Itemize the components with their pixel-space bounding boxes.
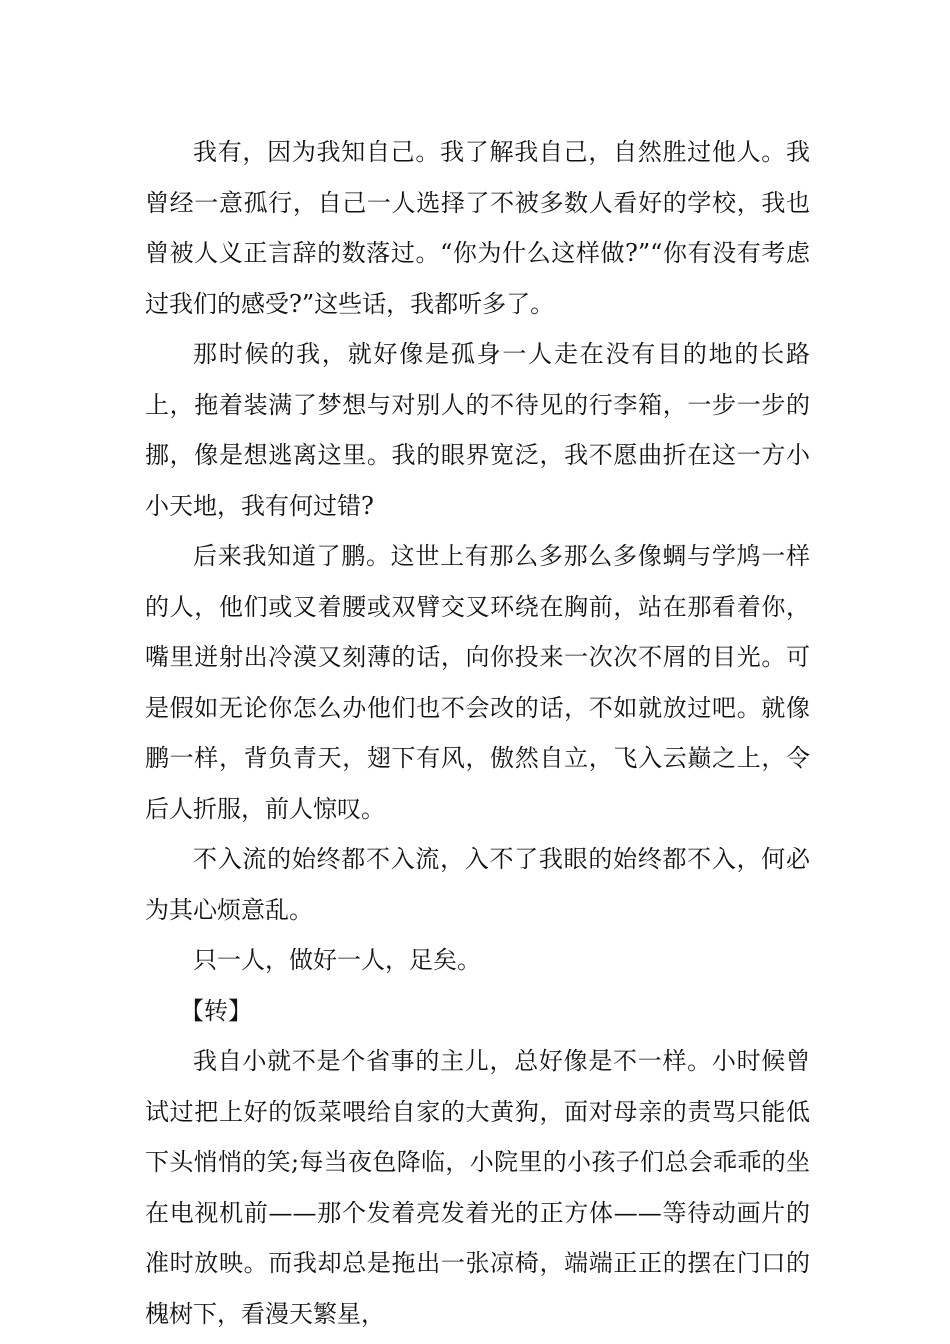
paragraph: 后来我知道了鹏。这世上有那么多那么多像蜩与学鸠一样的人，他们或叉着腰或双臂交叉环绕在胸前，站在那看着你，嘴里迸射出冷漠又刻薄的话，向你投来一次次不屑的目光。可是假如无论你怎么办他们也不会改的话，不如就放过吧。就像鹏一样，背负青天，翅下有风，傲然自立，飞入云巅之上，令后人折服，前人惊叹。 — [145, 542, 810, 823]
paragraph: 不入流的始终都不入流，入不了我眼的始终都不入，何必为其心烦意乱。 — [145, 845, 810, 924]
paragraph: 那时候的我，就好像是孤身一人走在没有目的地的长路上，拖着装满了梦想与对别人的不待见的行李箱，一步一步的挪，像是想逃离这里。我的眼界宽泛，我不愿曲折在这一方小小天地，我有何过错? — [145, 340, 810, 520]
paragraph: 只一人，做好一人，足矣。 — [193, 946, 481, 974]
paragraph: 我自小就不是个省事的主儿，总好像是不一样。小时候曾试过把上好的饭菜喂给自家的大黄狗，面对母亲的责骂只能低下头悄悄的笑;每当夜色降临，小院里的小孩子们总会乖乖的坐在电视机前——那个发着亮发着光的正方体——等待动画片的准时放映。而我却总是拖出一张凉椅，端端正正的摆在门口的槐树下，看漫天繁星， — [145, 1047, 810, 1328]
document-body — [145, 127, 810, 1339]
paragraph: 我有，因为我知自己。我了解我自己，自然胜过他人。我曾经一意孤行，自己一人选择了不被多数人看好的学校，我也曾被人义正言辞的数落过。“你为什么这样做?”“你有没有考虑过我们的感受?”这些话，我都听多了。 — [145, 138, 810, 318]
section-heading: 【转】 — [180, 996, 252, 1025]
